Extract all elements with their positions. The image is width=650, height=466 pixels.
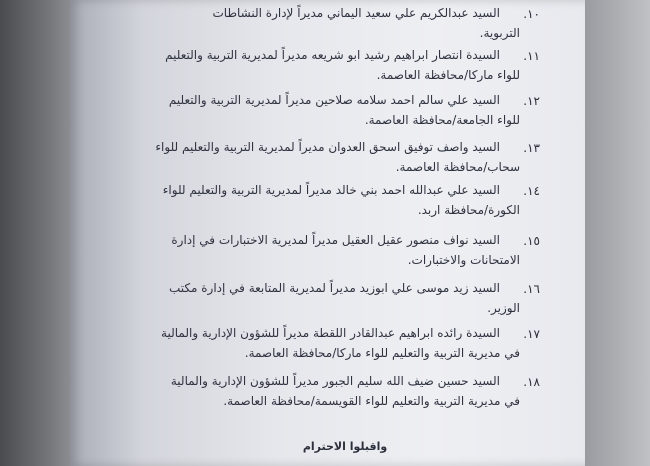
list-item	[90, 326, 540, 366]
closing-line: واقبلوا الاحترام	[302, 440, 388, 453]
item-text-line: السيد نواف منصور عقيل العقيل مديراً لمديرية الاختبارات في إدارة	[171, 233, 500, 247]
background-left	[0, 0, 70, 466]
item-text-line: السيد زيد موسى علي ابوزيد مديراً لمديرية المتابعة في إدارة مكتب	[168, 281, 500, 295]
item-text-line: السيد حسين ضيف الله سليم الجبور مديراً للشؤون الإدارية والمالية	[170, 374, 500, 388]
item-text-continuation: التربوية.	[479, 26, 520, 40]
background-right	[585, 0, 650, 466]
item-text-line: السيد واصف توفيق اسحق العدوان مديراً لمديرية التربية والتعليم للواء	[155, 140, 500, 154]
appointment-list	[70, 0, 588, 466]
list-item	[90, 233, 540, 273]
item-text-continuation: الامتحانات والاختبارات.	[407, 253, 520, 267]
item-text-continuation: في مديرية التربية والتعليم للواء القويسمة/محافظة العاصمة.	[223, 394, 520, 408]
item-number: ١٧.	[523, 327, 540, 341]
item-text-line: السيد علي عبدالله احمد بني خالد مديراً لمديرية التربية والتعليم للواء	[162, 183, 500, 197]
item-text-continuation: الوزير.	[487, 301, 520, 315]
item-text-line: السيدة رائده ابراهيم عبدالقادر اللقطة مديراً للشؤون الإدارية والمالية	[161, 326, 500, 340]
list-item	[90, 183, 540, 223]
item-number: ١٦.	[523, 282, 540, 296]
item-number: ١٥.	[523, 234, 540, 248]
list-item	[90, 6, 540, 46]
item-text-line: السيد عبدالكريم علي سعيد اليماني مديراً لإدارة النشاطات	[212, 6, 500, 20]
item-text-continuation: للواء الجامعة/محافظة العاصمة.	[364, 113, 520, 127]
item-number: ١٠.	[523, 7, 540, 21]
item-number: ١٤.	[523, 184, 540, 198]
item-number: ١٣.	[523, 141, 540, 155]
list-item	[90, 374, 540, 414]
list-item	[90, 140, 540, 180]
item-number: ١٢.	[523, 94, 540, 108]
item-text-line: السيدة انتصار ابراهيم رشيد ابو شريعه مديراً لمديرية التربية والتعليم	[165, 48, 500, 62]
item-text-line: السيد علي سالم احمد سلامه صلاحين مديراً لمديرية التربية والتعليم	[168, 93, 500, 107]
item-text-continuation: سحاب/محافظة العاصمة.	[395, 160, 520, 174]
item-text-continuation: في مديرية التربية والتعليم للواء ماركا/محافظة العاصمة.	[244, 346, 520, 360]
list-item	[90, 48, 540, 88]
item-number: ١٨.	[523, 375, 540, 389]
item-text-continuation: الكورة/محافظة اربد.	[417, 203, 520, 217]
document-page	[70, 0, 588, 466]
list-item	[90, 93, 540, 133]
list-item	[90, 281, 540, 321]
item-text-continuation: للواء ماركا/محافظة العاصمة.	[376, 68, 520, 82]
item-number: ١١.	[523, 49, 540, 63]
